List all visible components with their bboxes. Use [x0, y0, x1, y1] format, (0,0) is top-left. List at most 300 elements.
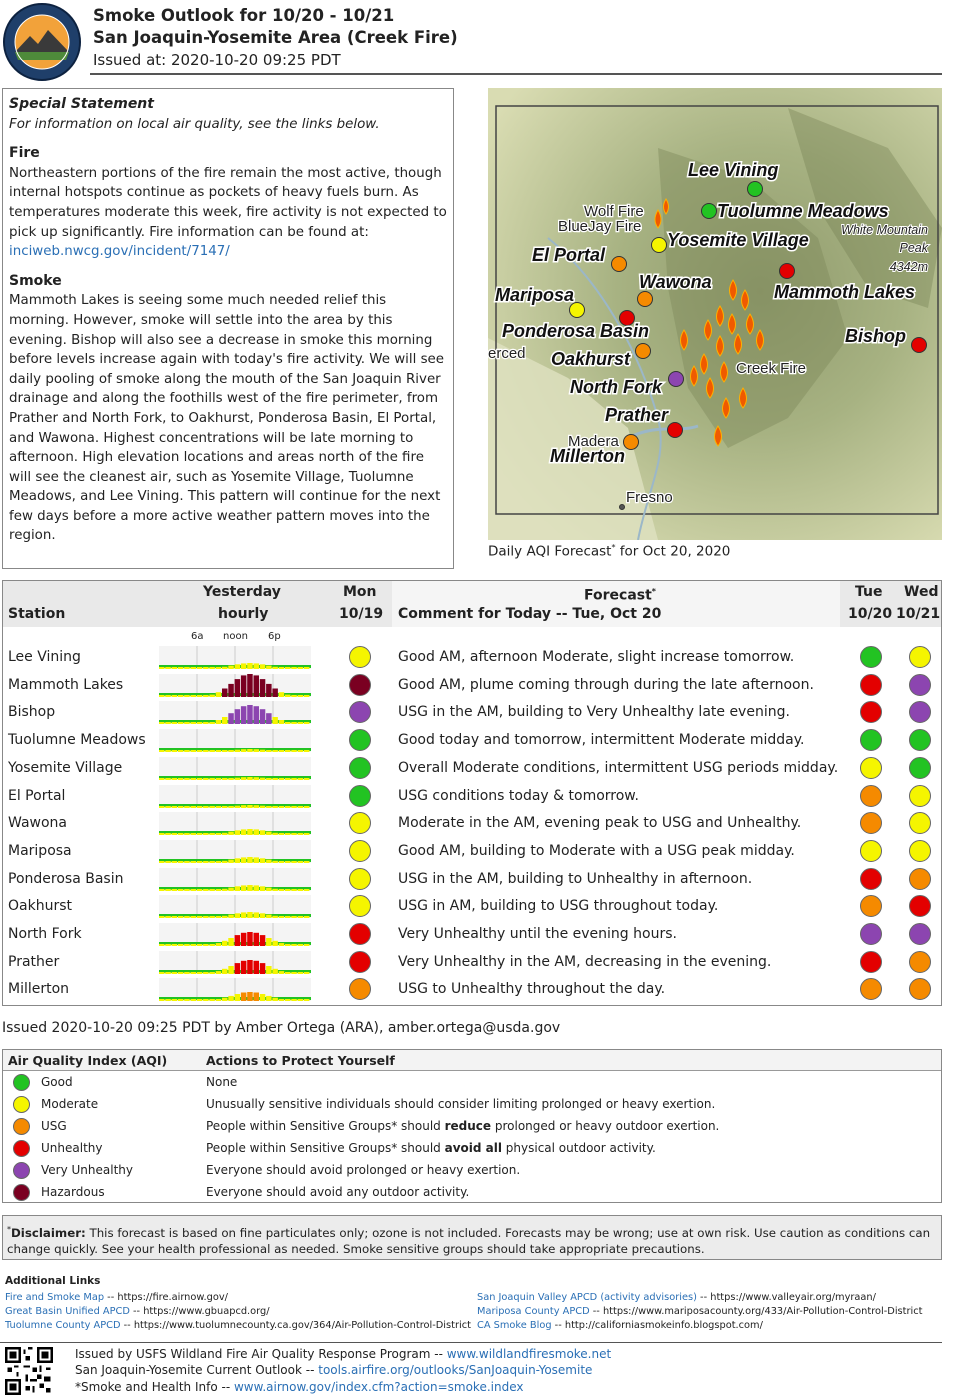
hourly-bar [291, 944, 297, 946]
hourly-sparkline [159, 868, 311, 891]
mon-aqi-dot [349, 868, 371, 890]
table-row [3, 921, 941, 949]
hourly-bar [159, 722, 165, 724]
hourly-bar [266, 832, 272, 835]
hourly-bar [254, 857, 260, 863]
station-name: Lee Vining [8, 649, 81, 665]
hourly-sparkline [159, 785, 311, 808]
hourly-bar [228, 938, 234, 946]
additional-link[interactable]: San Joaquin Valley APCD (activity advisories) [477, 1292, 697, 1303]
link-url: https://fire.airnow.gov/ [117, 1292, 228, 1303]
fire-heading: Fire [9, 145, 40, 162]
mon-aqi-dot [349, 729, 371, 751]
forecast-comment: Good AM, building to Moderate with a USG peak midday. [398, 842, 795, 859]
map-label-ponderosa: Ponderosa Basin [502, 321, 650, 341]
legend-aqi-dot [13, 1074, 30, 1091]
hourly-bar [165, 861, 171, 863]
legend-action-text: Unusually sensitive individuals should consider limiting prolonged or heavy exertion. [206, 1097, 716, 1111]
hourly-bar [184, 889, 190, 891]
hourly-bar [235, 886, 241, 891]
hourly-bar [291, 806, 297, 808]
hourly-bar [178, 999, 184, 1001]
footer-line-1 [75, 1347, 611, 1361]
hourly-bar [165, 972, 171, 974]
hourly-bar [241, 675, 247, 697]
hourly-bar [272, 998, 278, 1001]
hourly-bar [298, 889, 304, 891]
hourly-bar [172, 999, 178, 1001]
legend-col-aqi: Air Quality Index (AQI) [8, 1053, 168, 1068]
hourly-bar [254, 885, 260, 891]
legend-action [206, 1163, 520, 1177]
hourly-bar [216, 861, 222, 863]
hourly-bar [298, 722, 304, 724]
mon-aqi-dot [349, 840, 371, 862]
hourly-bar [203, 972, 209, 974]
wed-aqi-dot [909, 951, 931, 973]
hourly-bar [254, 777, 260, 780]
tue-aqi-dot [860, 868, 882, 890]
forecast-comment: Good AM, plume coming through during the late afternoon. [398, 676, 814, 693]
map-label-mariposa: Mariposa [495, 285, 575, 305]
map-dot-north-fork [669, 372, 684, 387]
table-row [3, 699, 941, 727]
hourly-bar [178, 861, 184, 863]
hourly-bar [165, 750, 171, 752]
station-name: Millerton [8, 981, 70, 998]
hourly-bar [203, 778, 209, 780]
header-tue-date: 10/20 [848, 606, 893, 622]
map-label-white-mountain: White Mountain [841, 223, 928, 237]
wed-aqi-dot [909, 868, 931, 890]
hourly-bar [165, 916, 171, 918]
footer-line-3 [75, 1380, 523, 1394]
link-url: https://www.valleyair.org/myraan/ [710, 1292, 876, 1303]
hourly-bar [285, 833, 291, 835]
hourly-bar [197, 778, 203, 780]
hourly-bar [272, 861, 278, 863]
map-caption-date: for Oct 20, 2020 [615, 543, 731, 560]
station-name: Wawona [8, 815, 67, 832]
hourly-bar [291, 972, 297, 974]
hourly-bar [209, 667, 215, 669]
hourly-bar [247, 885, 253, 891]
hourly-bar [209, 999, 215, 1001]
hourly-bar [209, 694, 215, 696]
hourly-bar [279, 750, 285, 752]
hourly-bar [254, 933, 260, 946]
hourly-bar [298, 695, 304, 697]
hourly-bar [272, 888, 278, 890]
additional-link[interactable]: Great Basin Unified APCD [5, 1306, 130, 1317]
hourly-bar [197, 944, 203, 946]
hourly-bar [235, 963, 241, 974]
additional-link-item [477, 1306, 922, 1317]
hourly-bar [298, 833, 304, 835]
hourly-bar [304, 889, 310, 891]
aqi-forecast-map [488, 88, 942, 540]
hourly-bar [235, 830, 241, 835]
hourly-sparkline [159, 812, 311, 835]
map-label-mammoth: Mammoth Lakes [774, 282, 916, 302]
hourly-bar [260, 994, 266, 1001]
hourly-bar [235, 777, 241, 779]
issued-by: Issued 2020-10-20 09:25 PDT by Amber Ortega (ARA), amber.ortega@usda.gov [2, 1020, 561, 1036]
mon-aqi-dot [349, 646, 371, 668]
hourly-bar [304, 944, 310, 946]
hourly-bar [260, 710, 266, 725]
hourly-bar [285, 889, 291, 891]
hourly-bar [165, 806, 171, 808]
map-label-lee-vining: Lee Vining [688, 160, 779, 180]
hourly-bar [172, 833, 178, 835]
hourly-bar [184, 695, 190, 697]
table-row [3, 976, 941, 1004]
hourly-bar [178, 667, 184, 669]
hourly-bar [216, 916, 222, 918]
smoke-heading: Smoke [9, 272, 62, 289]
hourly-bar [285, 999, 291, 1001]
hourly-bar [216, 720, 222, 724]
legend-row [3, 1138, 941, 1160]
hourly-bar [260, 805, 266, 807]
hourly-bar [235, 679, 241, 697]
legend-aqi-dot [13, 1096, 30, 1113]
legend-action-text: People within Sensitive Groups* should [206, 1141, 445, 1155]
hourly-bar [159, 972, 165, 974]
hourly-bar [241, 707, 247, 725]
link-url: https://www.mariposacounty.org/433/Air-Pollution-Control-District [602, 1306, 923, 1317]
hourly-bar [159, 833, 165, 835]
hourly-bar [260, 914, 266, 919]
hourly-bar [172, 972, 178, 974]
legend-row [3, 1160, 941, 1182]
map-caption-mark: * [611, 543, 616, 552]
hourly-bar [266, 915, 272, 918]
hourly-bar [165, 833, 171, 835]
hourly-bar [159, 999, 165, 1001]
mon-aqi-dot [349, 785, 371, 807]
hourly-bar [272, 688, 278, 697]
legend-aqi-dot [13, 1162, 30, 1179]
tue-aqi-dot [860, 895, 882, 917]
mon-aqi-dot [349, 674, 371, 696]
legend-action [206, 1075, 237, 1089]
hourly-bar [191, 861, 197, 863]
additional-link[interactable]: CA Smoke Blog [477, 1320, 552, 1331]
hourly-bar [209, 778, 215, 780]
hourly-bar [222, 833, 228, 835]
hourly-bar [197, 972, 203, 974]
legend-action-text: Everyone should avoid prolonged or heavy exertion. [206, 1163, 521, 1177]
hourly-bar [203, 916, 209, 918]
additional-link-item [5, 1306, 270, 1317]
hourly-bar [172, 944, 178, 946]
hourly-bar [266, 806, 272, 808]
header-tue: Tue [855, 584, 883, 600]
hourly-bar [266, 684, 272, 697]
additional-link[interactable]: Mariposa County APCD [477, 1306, 590, 1317]
station-name: Prather [8, 953, 60, 970]
hourly-bar [304, 722, 310, 724]
hourly-bar [209, 972, 215, 974]
hourly-bar [216, 806, 222, 808]
tue-aqi-dot [860, 840, 882, 862]
table-row [3, 810, 941, 838]
link-separator: -- [120, 1320, 134, 1331]
hourly-bar [178, 972, 184, 974]
station-name: Mammoth Lakes [8, 676, 124, 693]
hourly-bar [222, 667, 228, 669]
header-wed-date: 10/21 [896, 606, 941, 622]
hourly-bar [304, 916, 310, 918]
map-caption-text: Daily AQI Forecast [488, 543, 612, 560]
hourly-sparkline [159, 840, 311, 863]
hourly-bar [266, 996, 272, 1001]
hourly-bar [165, 778, 171, 780]
map-caption [488, 543, 730, 560]
forecast-table-header [3, 581, 941, 627]
map-label-bluejay-fire: BlueJay Fire [558, 218, 642, 235]
hourly-bar [191, 916, 197, 918]
hourly-bar [298, 972, 304, 974]
hourly-bar [260, 935, 266, 946]
hourly-bar [260, 664, 266, 669]
forecast-comment: Moderate in the AM, evening peak to USG and Unhealthy. [398, 815, 802, 832]
hourly-bar [291, 833, 297, 835]
hourly-bar [191, 778, 197, 780]
hourly-bar [203, 695, 209, 697]
hourly-bar [159, 944, 165, 946]
hourly-bar [247, 705, 253, 724]
hourly-bar [203, 833, 209, 835]
hourly-bar [279, 889, 285, 891]
hourly-bar [272, 717, 278, 724]
hourly-bar [254, 830, 260, 836]
legend-action [206, 1097, 715, 1111]
map-label-madera: Madera [568, 433, 619, 450]
hourly-bar [260, 858, 266, 863]
hourly-bar [285, 667, 291, 669]
hourly-bar [235, 710, 241, 725]
hourly-bar [304, 861, 310, 863]
station-name: Ponderosa Basin [8, 870, 124, 887]
hourly-bar [241, 777, 247, 780]
map-label-prather: Prather [605, 405, 669, 425]
hourly-bar [241, 913, 247, 919]
legend-action-text: Everyone should avoid any outdoor activity. [206, 1185, 470, 1199]
hourly-bar [178, 695, 184, 697]
hourly-bar [222, 916, 228, 918]
hourly-bar [279, 720, 285, 724]
hourly-bar [203, 861, 209, 863]
hourly-bar [241, 663, 247, 669]
hourly-bar [247, 749, 253, 752]
forecast-comment: USG in the AM, building to Very Unhealthy late evening. [398, 704, 790, 721]
hourly-bar [165, 667, 171, 669]
station-name: Bishop [8, 704, 56, 721]
map-label-merced: erced [488, 345, 526, 362]
hourly-bar [228, 714, 234, 725]
wildlandfiresmoke-link[interactable]: www.wildlandfiresmoke.net [446, 1347, 612, 1361]
hourly-bar [191, 695, 197, 697]
hourly-bar [159, 861, 165, 863]
fire-paragraph [9, 164, 447, 262]
hourly-bar [279, 971, 285, 974]
hourly-bar [159, 778, 165, 780]
hourly-bar [266, 887, 272, 890]
map-label-bishop: Bishop [845, 326, 906, 346]
forecast-comment: Good today and tomorrow, intermittent Moderate midday. [398, 732, 805, 749]
additional-link-item [5, 1320, 471, 1331]
hourly-bar [279, 861, 285, 863]
hourly-bar [222, 861, 228, 863]
station-name: Yosemite Village [8, 759, 123, 776]
hourly-bar [191, 972, 197, 974]
hourly-bar [184, 667, 190, 669]
hourly-bar [216, 999, 222, 1001]
hourly-bar [228, 666, 234, 669]
hourly-bar [235, 914, 241, 919]
map-label-oakhurst: Oakhurst [551, 349, 631, 369]
map-label-fresno: Fresno [626, 489, 673, 506]
disclaimer-text: This forecast is based on fine particulates only; ozone is not included. Forecasts may be wrong; use at own risk. Use caution as conditions can change quickly. See your health professional as needed. Smoke sensitive groups should take appropriate precautions. [7, 1225, 931, 1256]
mon-aqi-dot [349, 701, 371, 723]
additional-link-item [477, 1320, 763, 1331]
hourly-bar [216, 778, 222, 780]
hourly-sparkline [159, 701, 311, 724]
map-label-yosemite: Yosemite Village [667, 230, 809, 250]
hourly-bar [235, 664, 241, 669]
map-dot-el-portal [612, 257, 627, 272]
station-name: North Fork [8, 926, 82, 942]
hourly-bar [228, 832, 234, 835]
hourly-bar [279, 916, 285, 918]
hourly-bar [260, 679, 266, 697]
hourly-bar [228, 887, 234, 890]
forecast-table [2, 580, 942, 1006]
hourly-bar [197, 833, 203, 835]
header-wed: Wed [904, 584, 939, 600]
wed-aqi-dot [909, 812, 931, 834]
hourly-bar [279, 833, 285, 835]
hourly-bar [285, 722, 291, 724]
hourly-bar [279, 692, 285, 697]
mon-aqi-dot [349, 812, 371, 834]
header-hourly: hourly [218, 606, 269, 622]
hourly-sparkline [159, 674, 311, 697]
header-forecast-mark: * [651, 587, 656, 596]
header-mon-date: 10/19 [339, 606, 384, 622]
additional-link[interactable]: Tuolumne County APCD [5, 1320, 121, 1331]
special-statement-heading: Special Statement [9, 96, 154, 112]
map-dot-wawona [638, 292, 653, 307]
hourly-bar [203, 750, 209, 752]
program-logo [2, 2, 82, 82]
hourly-bar [272, 778, 278, 780]
footer-line-3-text: *Smoke and Health Info -- [75, 1380, 234, 1394]
hourly-bar [172, 722, 178, 724]
hourly-bar [197, 722, 203, 724]
link-separator: -- [551, 1320, 565, 1331]
hourly-bar [178, 806, 184, 808]
tue-aqi-dot [860, 701, 882, 723]
hourly-bar [197, 806, 203, 808]
legend-action-text: None [206, 1075, 238, 1089]
hourly-bar [266, 666, 272, 669]
hourly-bar [247, 932, 253, 946]
legend-label: Moderate [41, 1097, 99, 1111]
hourly-bar [298, 999, 304, 1001]
hourly-bar [247, 960, 253, 974]
legend-col-actions: Actions to Protect Yourself [206, 1053, 395, 1068]
forecast-comment: USG conditions today & tomorrow. [398, 787, 639, 804]
hourly-bar [266, 859, 272, 862]
inciweb-link[interactable]: inciweb.nwcg.gov/incident/7147/ [9, 244, 230, 260]
hourly-bar [247, 912, 253, 918]
hourly-bar [291, 999, 297, 1001]
hourly-bar [285, 750, 291, 752]
hourly-bar [241, 960, 247, 973]
tue-aqi-dot [860, 978, 882, 1000]
hourly-sparkline [159, 951, 311, 974]
hourly-bar [216, 943, 222, 946]
additional-link[interactable]: Fire and Smoke Map [5, 1292, 105, 1303]
hourly-bar [279, 943, 285, 946]
hourly-bar [254, 993, 260, 1002]
hourly-bar [228, 966, 234, 974]
hourly-sparkline [159, 757, 311, 780]
hourly-bar [266, 938, 272, 946]
legend-aqi-dot [13, 1140, 30, 1157]
legend-action-tail: prolonged or heavy outdoor exertion. [491, 1119, 720, 1133]
tue-aqi-dot [860, 923, 882, 945]
airnow-smoke-link[interactable]: www.airnow.gov/index.cfm?action=smoke.index [233, 1380, 524, 1394]
legend-aqi-dot [13, 1118, 30, 1135]
hourly-bar [254, 960, 260, 973]
legend-label: Good [41, 1075, 73, 1089]
hourly-bar [203, 999, 209, 1001]
hourly-bar [279, 999, 285, 1001]
hourly-bar [228, 859, 234, 862]
tue-aqi-dot [860, 785, 882, 807]
hourly-bar [203, 806, 209, 808]
hourly-bar [191, 944, 197, 946]
map-dot-fresno [620, 505, 625, 510]
hourly-bar [165, 695, 171, 697]
tue-aqi-dot [860, 646, 882, 668]
forecast-comment: Very Unhealthy until the evening hours. [398, 926, 677, 942]
hourly-bar [172, 916, 178, 918]
hourly-bar [191, 833, 197, 835]
hourly-bar [266, 750, 272, 752]
hourly-bar [191, 722, 197, 724]
hourly-bar [228, 750, 234, 752]
hourly-bar [272, 833, 278, 835]
wed-aqi-dot [909, 840, 931, 862]
mon-aqi-dot [349, 923, 371, 945]
legend-row [3, 1094, 941, 1116]
table-row [3, 755, 941, 783]
hourly-bar [191, 889, 197, 891]
hourly-bar [285, 778, 291, 780]
map-dot-bishop [912, 338, 927, 353]
outlook-link[interactable]: tools.airfire.org/outlooks/SanJoaquin-Yosemite [318, 1363, 593, 1377]
hourly-sparkline [159, 895, 311, 918]
hourly-bar [159, 750, 165, 752]
time-label-6a: 6a [191, 631, 204, 642]
hourly-bar [172, 861, 178, 863]
